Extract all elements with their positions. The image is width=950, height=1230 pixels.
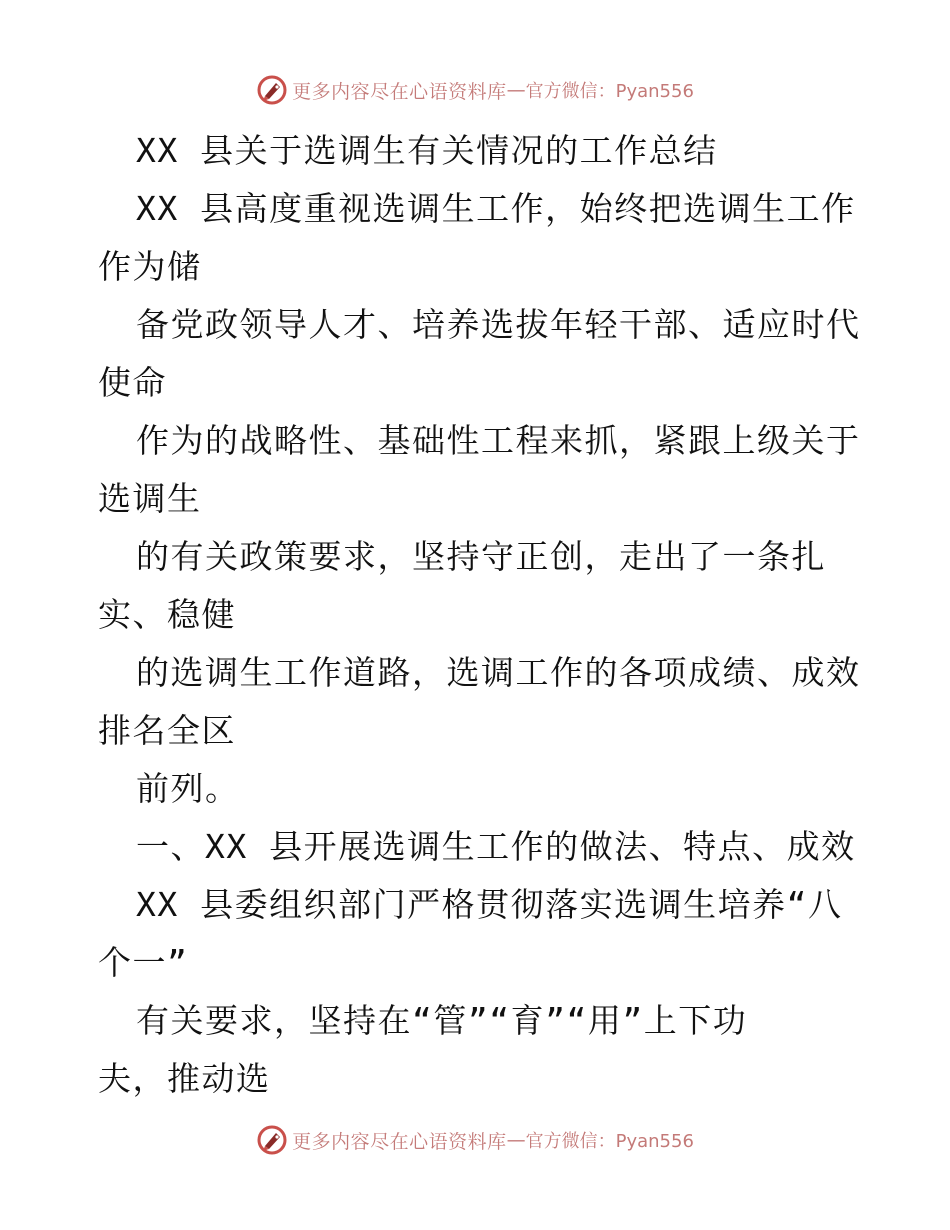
document-line: 的选调生工作道路，选调工作的各项成绩、成效 [136, 653, 861, 692]
document-line: 实、稳健 [98, 595, 236, 634]
header-wechat-text: 官方微信：Pyan556 [525, 81, 694, 102]
document-line: 的有关政策要求，坚持守正创，走出了一条扎 [136, 537, 826, 576]
document-body [98, 122, 878, 1108]
document-line: 个一” [98, 943, 189, 982]
document-line: 夫，推动选 [98, 1059, 271, 1098]
header-banner-text: 更多内容尽在心语资料库 [292, 80, 507, 103]
pen-logo-icon [256, 1124, 288, 1156]
pen-logo-icon [256, 74, 288, 106]
document-line: 前列。 [136, 769, 240, 808]
document-line: 有关要求，坚持在“管”“育”“用”上下功 [136, 1001, 748, 1040]
document-line: 备党政领导人才、培养选拔年轻干部、适应时代 [136, 305, 861, 344]
document-line: 作为储 [98, 247, 202, 286]
document-line: 选调生 [98, 479, 202, 518]
document-line: 使命 [98, 363, 167, 402]
document-line: XX 县高度重视选调生工作，始终把选调生工作 [136, 189, 856, 228]
header-banner [0, 70, 950, 110]
document-line: 排名全区 [98, 711, 236, 750]
document-line: XX 县委组织部门严格贯彻落实选调生培养“八 [136, 885, 843, 924]
footer-wechat-text: 官方微信：Pyan556 [525, 1131, 694, 1152]
header-separator: — [506, 79, 526, 101]
footer-banner [0, 1120, 950, 1160]
document-line: 作为的战略性、基础性工程来抓，紧跟上级关于 [136, 421, 861, 460]
document-line: 一、XX 县开展选调生工作的做法、特点、成效 [136, 827, 856, 866]
document-line: XX 县关于选调生有关情况的工作总结 [136, 131, 718, 170]
footer-separator: — [506, 1129, 526, 1151]
footer-banner-text: 更多内容尽在心语资料库 [292, 1130, 507, 1153]
